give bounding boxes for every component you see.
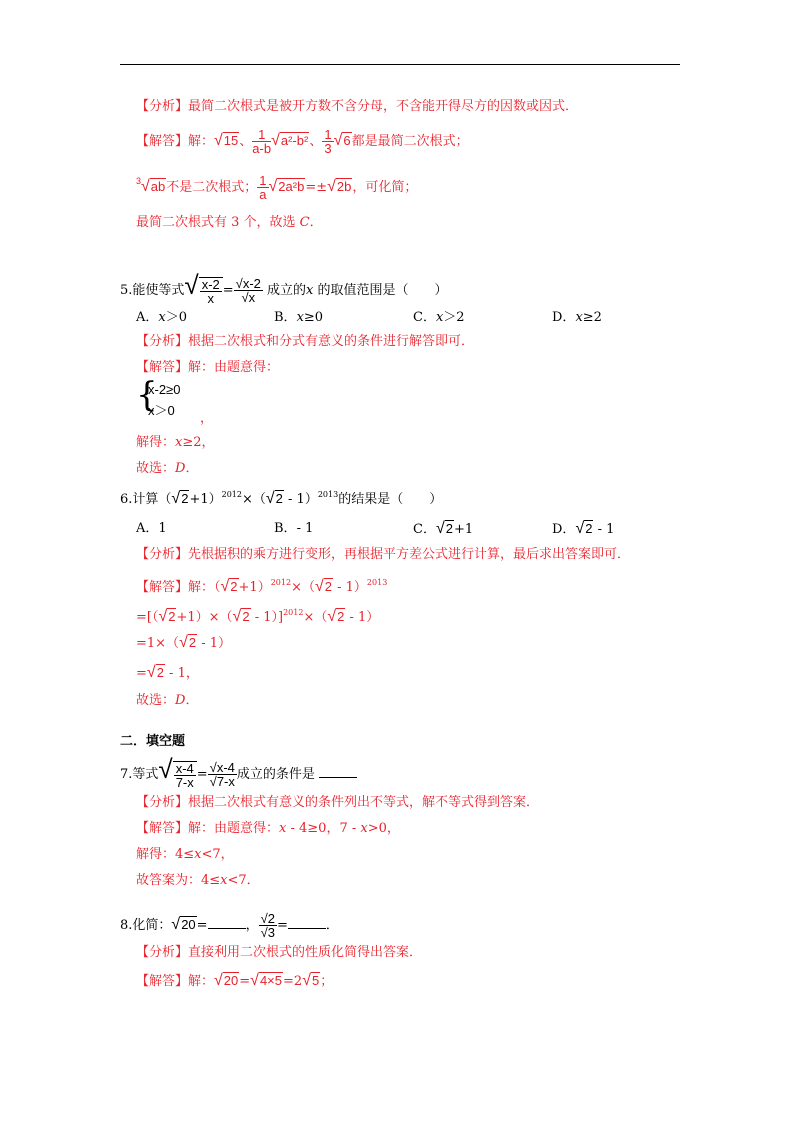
radicand: 2a²b	[278, 179, 305, 194]
q6-choice: 故选：D．	[136, 693, 199, 708]
radicand: 6	[343, 133, 351, 148]
q5-solution: 【解答】解：由题意得：	[136, 360, 280, 375]
q8-stem: 8.化简：√20= ， $\frac{√2}{√3}$ = ．	[120, 911, 339, 940]
q5-option-a: A．x＞0	[136, 310, 188, 325]
q6-option-c: C．√2+1	[413, 520, 474, 537]
answer-blank	[319, 765, 357, 778]
q5-system-eq1: x-2≥0	[148, 382, 181, 397]
q5-option-c: C．x＞2	[413, 310, 465, 325]
q4-solution-line3: 最简二次根式有 3 个，故选 C．	[136, 215, 323, 230]
q5-choice: 故选：D．	[136, 461, 199, 476]
answer-blank-2	[288, 916, 326, 929]
radicand: a²-b²	[280, 133, 309, 148]
q7-answer: 故答案为：4≤x<7．	[136, 873, 260, 888]
q5-comma: ，	[200, 411, 214, 426]
q5-stem: 5.能使等式√ $\frac{x-2}{x}$ = $\frac{√x-2}{√x}$ 成立的x 的取值范围是（ ）	[120, 270, 448, 306]
q6-option-b: B．- 1	[274, 521, 314, 536]
radicand: ab	[150, 179, 166, 194]
q6-solution-line2: $=[(√2+1)\times(√2 - 1)]^{2012}\times(√2 - 1)$	[136, 608, 380, 625]
q5-option-d: D．x≥2	[552, 310, 602, 325]
q6-solution-line1: 【解答】解：$(√2+1)^{2012}\times(√2 - 1)^{2013}$	[136, 578, 388, 595]
q5-system-eq2: x＞0	[148, 403, 175, 418]
q6-analysis: 【分析】先根据积的乘方进行变形，再根据平方差公式进行计算，最后求出答案即可．	[136, 547, 631, 562]
q6-option-d: D．√2 - 1	[552, 520, 615, 537]
q8-analysis: 【分析】直接利用二次根式的性质化简得出答案．	[136, 945, 423, 960]
radicand: 2b	[336, 179, 352, 194]
q4-solution-line2: $^3$√ab不是二次根式； $\frac{1}{a}$ √2a²b=±√2b，可化简；	[136, 173, 418, 202]
q6-stem: 6.计算$(√2+1)^{2012}\times(√2 - 1)^{2013}$的结果是（ ）	[120, 490, 443, 507]
radicand: 15	[223, 133, 239, 148]
fraction: $\frac{1}{a}$	[259, 173, 267, 202]
section-heading: 二．填空题	[120, 734, 186, 749]
fraction: $\frac{√2}{√3}$	[260, 911, 275, 940]
q7-solution: 【解答】解：由题意得：x - 4≥0，7 - x>0，	[136, 821, 400, 836]
q7-result: 解得：4≤x<7，	[136, 847, 234, 862]
q6-solution-line3: =1×（√2 - 1）	[136, 634, 232, 651]
q4-analysis: 【分析】最简二次根式是被开方数不含分母，不含能开得尽方的因数或因式．	[136, 99, 579, 114]
q5-option-b: B．x≥0	[274, 310, 324, 325]
fraction: $\frac{√x-2}{√x}$	[235, 276, 261, 305]
header-rule	[120, 64, 680, 65]
q6-solution-line4: =√2 - 1，	[136, 664, 199, 681]
q6-option-a: A．1	[136, 521, 167, 536]
system-brace: {	[136, 375, 158, 415]
q5-result: 解得：x≥2，	[136, 435, 215, 450]
q7-stem: 7.等式√ $\frac{x-4}{7-x}$ = $\frac{√x-4}{√7-x}$ 成立的条件是	[120, 760, 357, 789]
q8-solution: 【解答】解：√20=√4×5=2√5；	[136, 972, 334, 989]
q7-analysis: 【分析】根据二次根式有意义的条件列出不等式，解不等式得到答案．	[136, 795, 540, 810]
fraction: $\frac{1}{3}$	[324, 127, 332, 156]
fraction: $\frac{1}{a-b}$	[252, 127, 272, 156]
q4-solution-line1: 【解答】解：√15、 $\frac{1}{a-b}$ √a²-b²、 $\frac{1}{3}$ √6都是最简二次根式；	[136, 127, 469, 156]
root-index: 3	[136, 176, 142, 186]
q5-analysis: 【分析】根据二次根式和分式有意义的条件进行解答即可．	[136, 334, 475, 349]
solution-label: 【解答】解：	[136, 134, 215, 149]
fraction: $\frac{√x-4}{√7-x}$	[209, 760, 235, 789]
answer-blank-1	[208, 916, 246, 929]
